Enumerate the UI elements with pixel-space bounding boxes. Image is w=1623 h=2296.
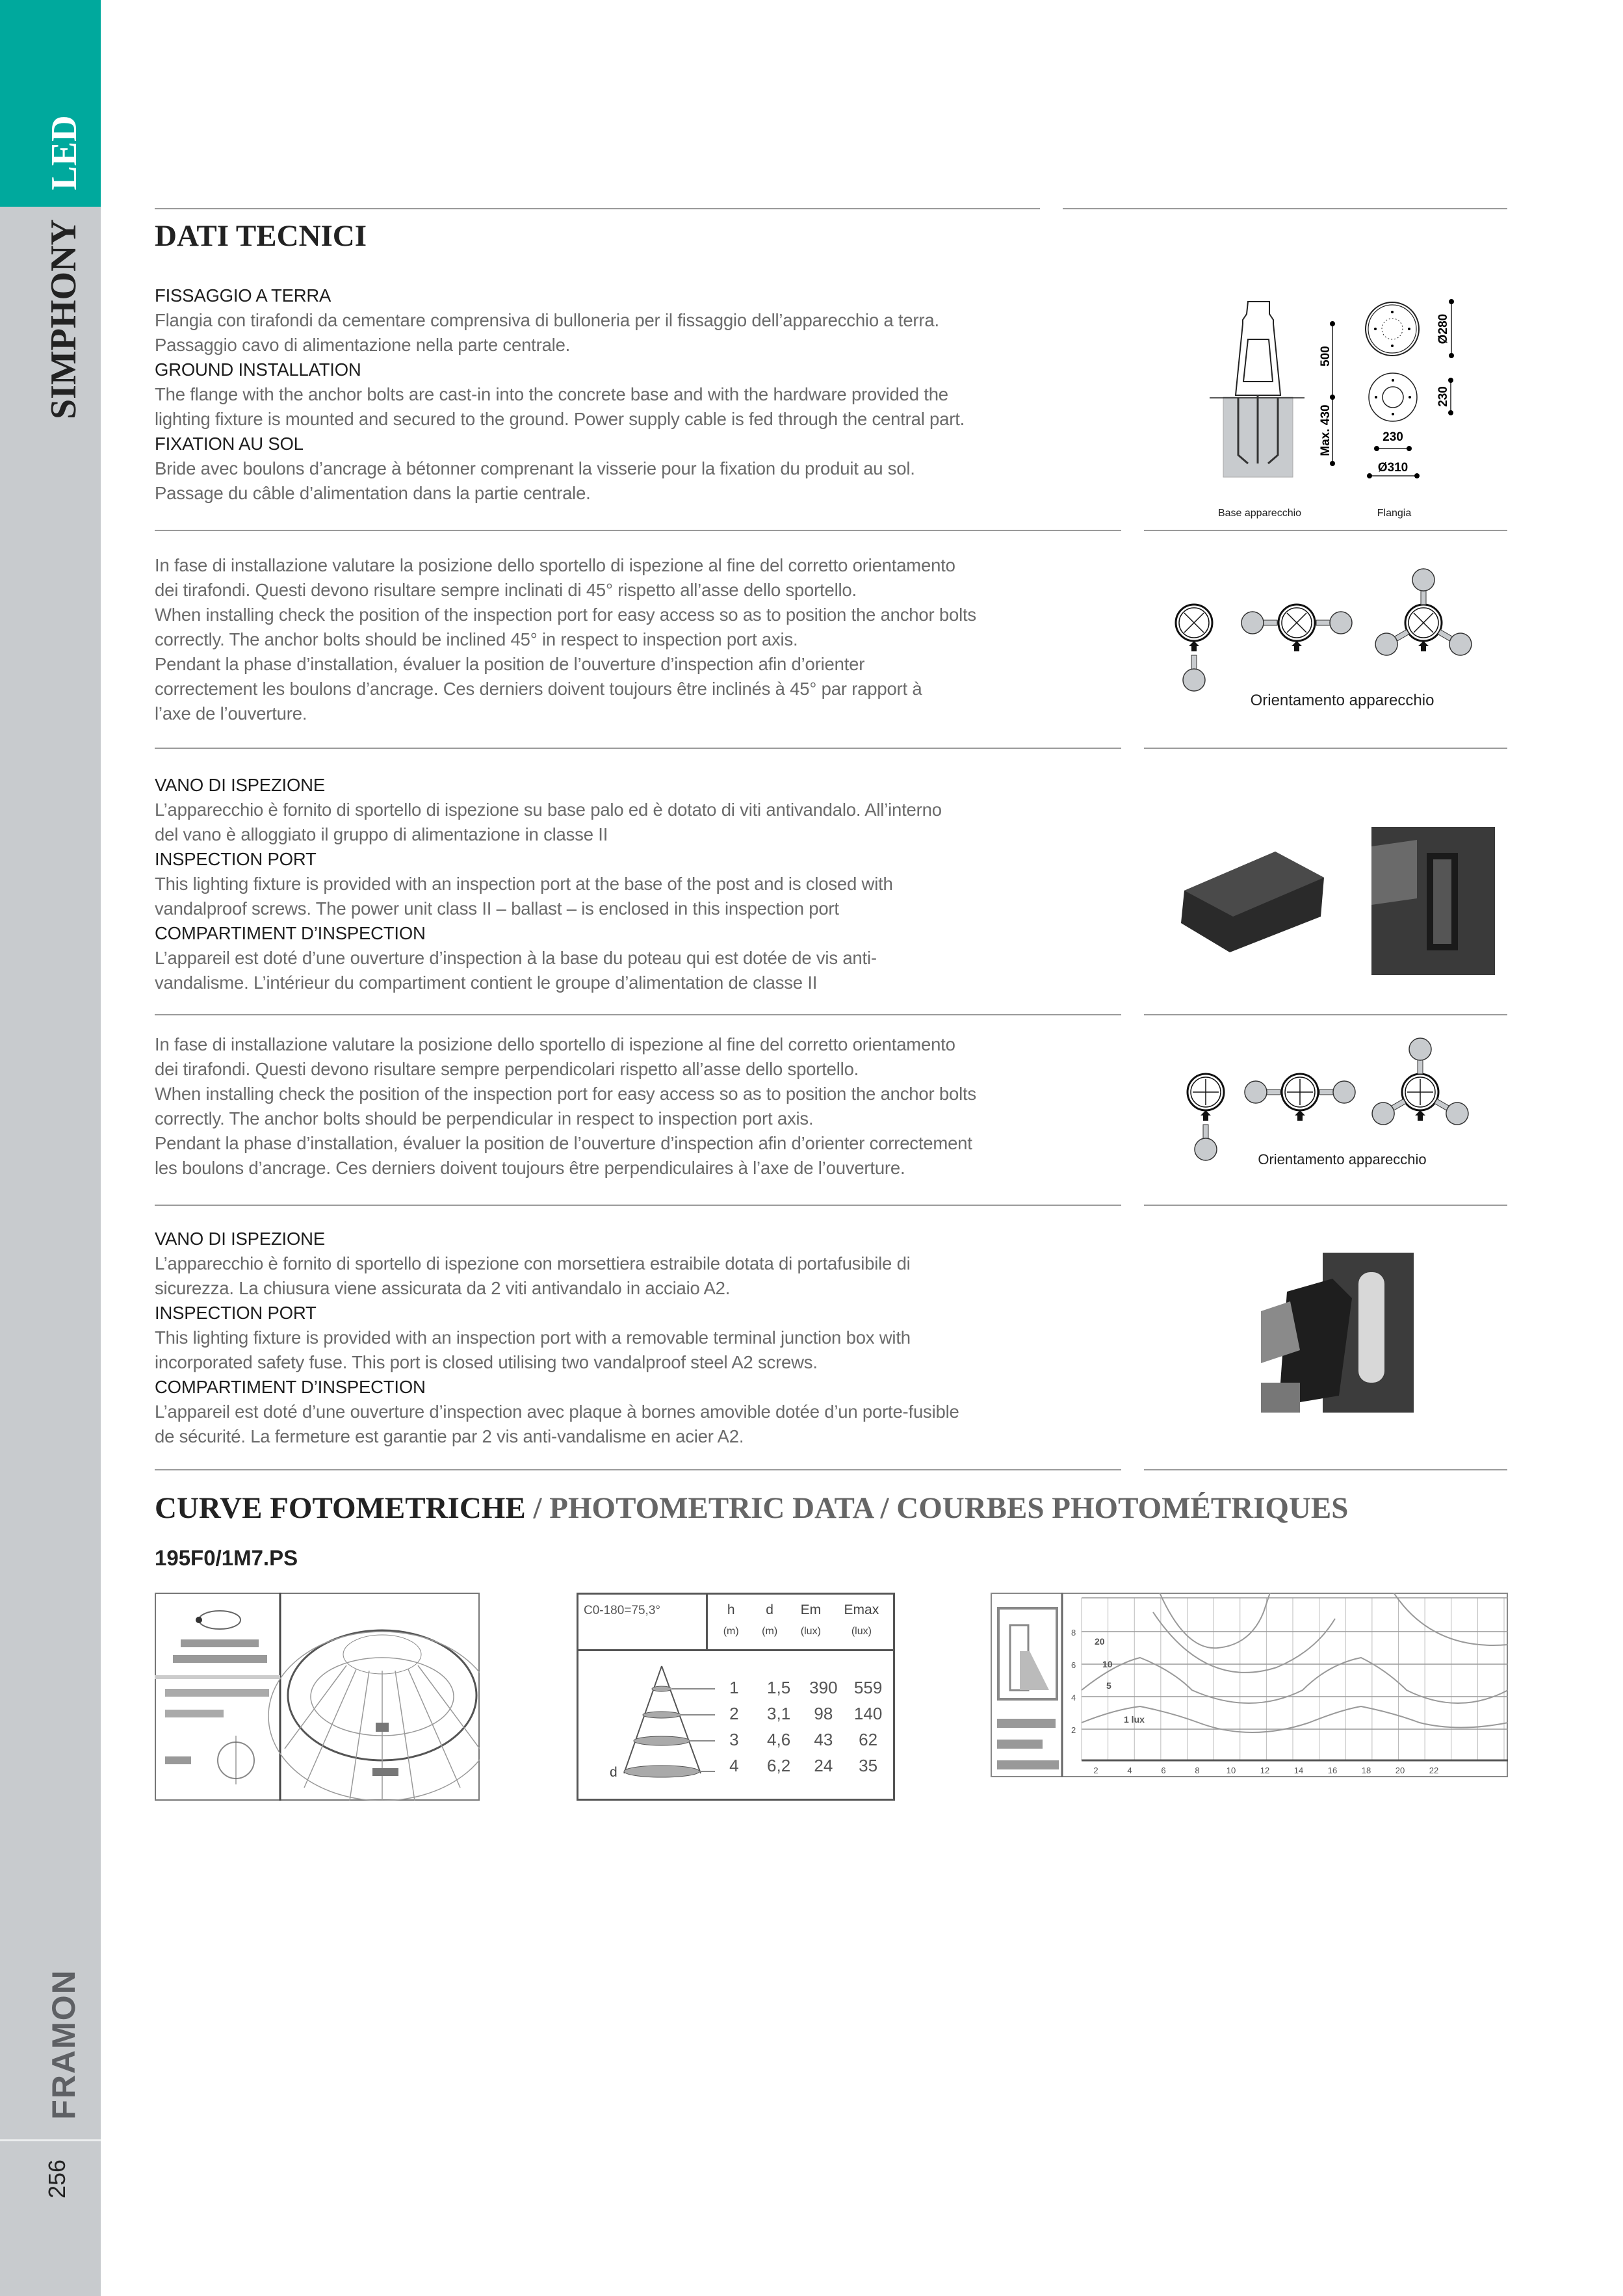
text-line: When installing check the position of the inspection port for easy access so as to position the anchor bolts xyxy=(155,605,976,625)
x-tick-label: 2 xyxy=(1093,1766,1098,1775)
text-line: L’appareil est doté d’une ouverture d’inspection à la base du poteau qui est dotée de vis anti- xyxy=(155,948,877,968)
table-row xyxy=(712,1730,890,1756)
column-header xyxy=(801,1602,822,1637)
text-line: dei tirafondi. Questi devono risultare sempre perpendicolari rispetto all’asse dello sportello. xyxy=(155,1059,859,1079)
text-line: This lighting fixture is provided with an inspection port with a removable terminal junction box with xyxy=(155,1327,911,1348)
header-unit: (m) xyxy=(762,1626,778,1637)
table-cell: 62 xyxy=(859,1730,878,1749)
polar-diagram xyxy=(155,1593,480,1801)
light-cone-drawing xyxy=(604,1660,715,1783)
divider xyxy=(155,1469,1121,1470)
section-orientation-perpendicular xyxy=(155,1032,1121,1181)
section-inspection-port-1 xyxy=(155,773,1121,995)
section-heading: COMPARTIMENT D’INSPECTION xyxy=(155,923,426,943)
section-heading: FIXATION AU SOL xyxy=(155,434,304,454)
x-tick-label: 20 xyxy=(1395,1766,1405,1775)
text-line: correctement les boulons d’ancrage. Ces derniers doivent toujours être inclinés à 45° par rapport à xyxy=(155,679,922,699)
x-tick-label: 8 xyxy=(1195,1766,1200,1775)
orientation-caption: Orientamento apparecchio xyxy=(1250,692,1435,709)
x-tick-label: 10 xyxy=(1226,1766,1236,1775)
section-heading: GROUND INSTALLATION xyxy=(155,359,361,380)
header-unit: (m) xyxy=(723,1626,739,1637)
text-line: Passage du câble d’alimentation dans la partie centrale. xyxy=(155,483,591,503)
base-caption: Base apparecchio xyxy=(1217,508,1302,519)
orientation-perpendicular-diagram xyxy=(1157,1024,1495,1187)
x-tick-label: 14 xyxy=(1293,1766,1304,1775)
section-heading: VANO DI ISPEZIONE xyxy=(155,775,325,795)
text-line: Pendant la phase d’installation, évaluer la position de l’ouverture d’inspection afin d’orienter correctement xyxy=(155,1133,972,1153)
y-tick-label: 8 xyxy=(1071,1628,1076,1637)
table-cell: 2 xyxy=(729,1704,739,1723)
text-line: L’appareil est doté d’une ouverture d’inspection avec plaque à bornes amovible dotée d’un porte-fusible xyxy=(155,1402,959,1422)
x-tick-label: 22 xyxy=(1429,1766,1439,1775)
table-cell: 1,5 xyxy=(767,1678,791,1697)
table-cell: 390 xyxy=(809,1678,838,1697)
text-line: dei tirafondi. Questi devono risultare sempre inclinati di 45° rispetto all’asse dello sportello. xyxy=(155,580,857,600)
divider xyxy=(1144,1205,1507,1206)
table-cell: 24 xyxy=(814,1756,833,1775)
text-line: Passaggio cavo di alimentazione nella parte centrale. xyxy=(155,335,571,355)
x-tick-label: 18 xyxy=(1361,1766,1371,1775)
terminal-box-photo xyxy=(1261,1253,1414,1413)
header-label: h xyxy=(727,1602,735,1617)
flange-dim-230-vertical: 230 xyxy=(1436,386,1450,407)
section-orientation-45 xyxy=(155,553,1121,726)
section-inspection-port-2 xyxy=(155,1227,1121,1449)
text-line: In fase di installazione valutare la posizione dello sportello di ispezione al fine del corretto orientamento xyxy=(155,1034,955,1054)
sidebar-divider xyxy=(0,2139,101,2141)
section-heading: COMPARTIMENT D’INSPECTION xyxy=(155,1377,426,1397)
header-unit: (lux) xyxy=(851,1626,872,1637)
text-line: les boulons d’ancrage. Ces derniers doivent toujours être perpendiculaires à l’axe de l’ouverture. xyxy=(155,1158,905,1178)
isolux-curve-label: 20 xyxy=(1095,1636,1105,1647)
power-unit-photo xyxy=(1178,845,1327,956)
table-cell: 140 xyxy=(853,1704,883,1723)
table-cell: 4,6 xyxy=(767,1730,791,1749)
table-cell: 3,1 xyxy=(767,1704,791,1723)
section-heading: VANO DI ISPEZIONE xyxy=(155,1229,325,1249)
section-heading: FISSAGGIO A TERRA xyxy=(155,285,331,306)
text-line: The flange with the anchor bolts are cast-in into the concrete base and with the hardware provided the xyxy=(155,384,948,404)
text-line: Bride avec boulons d’ancrage à bétonner comprenant la visserie pour la fixation du produit au sol. xyxy=(155,458,915,478)
section-heading: INSPECTION PORT xyxy=(155,849,317,869)
title-en: / PHOTOMETRIC DATA xyxy=(525,1491,881,1525)
divider xyxy=(155,1205,1121,1206)
orientation-caption: Orientamento apparecchio xyxy=(1258,1151,1427,1168)
x-tick-label: 4 xyxy=(1127,1766,1132,1775)
text-line: L’apparecchio è fornito di sportello di ispezione su base palo ed è dotato di viti antivandalo. All’interno xyxy=(155,800,942,820)
illuminance-cone-table xyxy=(577,1593,895,1801)
brand-logo: FRAMON xyxy=(45,1969,82,2120)
page-number: 256 xyxy=(44,2159,70,2199)
table-row xyxy=(712,1704,890,1730)
table-cell: 4 xyxy=(729,1756,739,1775)
table-cell: 3 xyxy=(729,1730,739,1749)
text-line: vandalproof screws. The power unit class II – ballast – is enclosed in this inspection port xyxy=(155,898,839,919)
text-line: de sécurité. La fermeture est garantie par 2 vis anti-vandalisme en acier A2. xyxy=(155,1426,744,1446)
column-header xyxy=(762,1602,777,1637)
text-line: sicurezza. La chiusura viene assicurata da 2 viti antivandalo in acciaio A2. xyxy=(155,1278,731,1298)
depth-dim: Max. 430 xyxy=(1319,404,1332,456)
flange-caption: Flangia xyxy=(1377,508,1412,519)
product-code: 195F0/1M7.PS xyxy=(155,1546,298,1570)
title-fr: / COURBES PHOTOMÉTRIQUES xyxy=(880,1491,1349,1525)
column-header xyxy=(723,1602,739,1637)
header-label: Em xyxy=(800,1602,822,1617)
height-dim: 500 xyxy=(1319,346,1332,367)
divider xyxy=(155,748,1121,749)
table-cell: 35 xyxy=(859,1756,878,1775)
text-line: incorporated safety fuse. This port is closed utilising two vandalproof steel A2 screws. xyxy=(155,1352,818,1372)
text-line: This lighting fixture is provided with an inspection port at the base of the post and is closed with xyxy=(155,874,893,894)
beam-angle: C0-180=75,3° xyxy=(584,1604,660,1617)
table-row xyxy=(712,1756,890,1782)
text-line: correctly. The anchor bolts should be inclined 45° in respect to inspection port axis. xyxy=(155,629,798,649)
x-tick-label: 6 xyxy=(1161,1766,1166,1775)
header-label: Emax xyxy=(844,1602,879,1617)
isolux-curve-label: 10 xyxy=(1102,1659,1113,1669)
header-label: d xyxy=(766,1602,773,1617)
divider xyxy=(706,1595,708,1650)
table-cell: 559 xyxy=(853,1678,883,1697)
text-line: correctly. The anchor bolts should be perpendicular in respect to inspection port axis. xyxy=(155,1108,814,1128)
x-tick-label: 12 xyxy=(1260,1766,1270,1775)
divider xyxy=(1144,1469,1507,1470)
divider xyxy=(1063,208,1507,209)
text-line: Pendant la phase d’installation, évaluer la position de l’ouverture d’inspection afin d’orienter xyxy=(155,654,865,674)
divider xyxy=(578,1649,893,1651)
isolux-diagram xyxy=(991,1593,1508,1777)
column-header xyxy=(844,1602,879,1637)
isolux-curve-label: 5 xyxy=(1106,1680,1111,1691)
flange-dim-230: 230 xyxy=(1383,430,1403,444)
flange-diameter-280: Ø280 xyxy=(1436,313,1450,345)
series-label: SIMPHONY xyxy=(44,219,84,419)
text-line: del vano è alloggiato il gruppo di alimentazione in classe II xyxy=(155,824,608,844)
table-cell: 6,2 xyxy=(767,1756,791,1775)
divider xyxy=(155,208,1040,209)
text-line: L’apparecchio è fornito di sportello di ispezione con morsettiera estraibile dotata di portafusibile di xyxy=(155,1253,911,1273)
table-cell: 43 xyxy=(814,1730,833,1749)
y-tick-label: 6 xyxy=(1071,1660,1076,1670)
page-title: DATI TECNICI xyxy=(155,219,367,253)
divider xyxy=(155,530,1121,531)
category-label: LED xyxy=(44,115,84,190)
divider xyxy=(155,1014,1121,1015)
divider xyxy=(1144,1014,1507,1015)
table-cell: 98 xyxy=(814,1704,833,1723)
text-line: In fase di installazione valutare la posizione dello sportello di ispezione al fine del corretto orientamento xyxy=(155,555,955,575)
section-heading: INSPECTION PORT xyxy=(155,1303,317,1323)
y-tick-label: 2 xyxy=(1071,1725,1076,1735)
diameter-label: d xyxy=(610,1765,617,1780)
y-tick-label: 4 xyxy=(1071,1693,1076,1702)
photometric-title xyxy=(155,1491,1348,1526)
text-line: lighting fixture is mounted and secured to the ground. Power supply cable is fed through the central part. xyxy=(155,409,965,429)
base-flange-drawing xyxy=(1157,286,1495,533)
title-it: CURVE FOTOMETRICHE xyxy=(155,1491,526,1525)
inspection-port-photo xyxy=(1371,827,1495,975)
header-unit: (lux) xyxy=(800,1626,821,1637)
text-line: l’axe de l’ouverture. xyxy=(155,703,307,724)
table-cell: 1 xyxy=(729,1678,739,1697)
text-line: When installing check the position of the inspection port for easy access so as to position the anchor bolts xyxy=(155,1084,976,1104)
divider xyxy=(1144,748,1507,749)
x-tick-label: 16 xyxy=(1327,1766,1338,1775)
isolux-curve-label: 1 lux xyxy=(1124,1714,1145,1725)
text-line: vandalisme. L’intérieur du compartiment contient le groupe d’alimentation de classe II xyxy=(155,972,818,993)
section-ground-installation xyxy=(155,283,1121,506)
orientation-45-diagram xyxy=(1157,553,1495,715)
flange-diameter-310: Ø310 xyxy=(1377,461,1409,475)
text-line: Flangia con tirafondi da cementare comprensiva di bulloneria per il fissaggio dell’apparecchio a terra. xyxy=(155,310,939,330)
table-row xyxy=(712,1678,890,1704)
